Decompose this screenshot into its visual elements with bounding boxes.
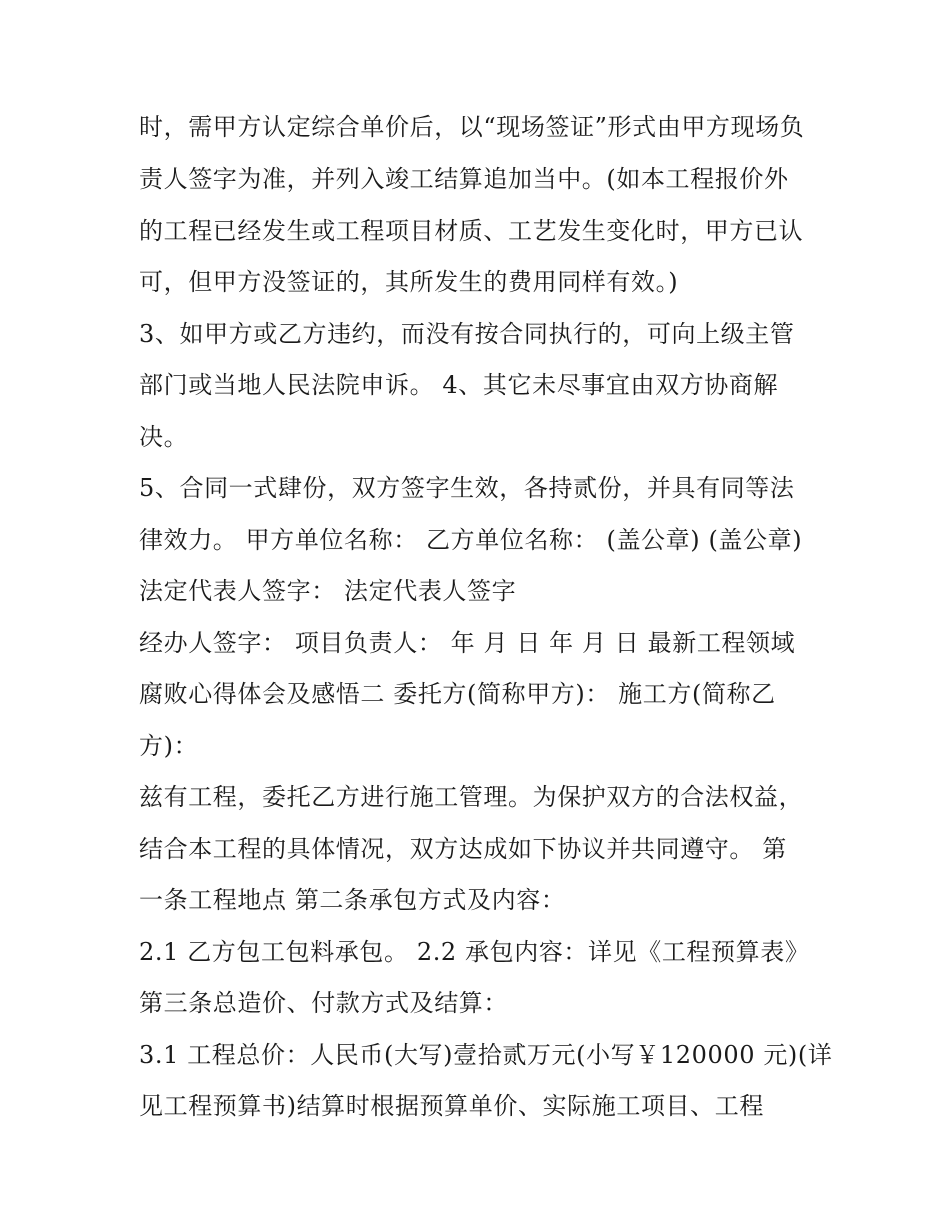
text-line: 一条工程地点 第二条承包方式及内容：: [139, 886, 566, 914]
text-line: 的工程已经发生或工程项目材质、工艺发生变化时，甲方已认: [139, 217, 804, 245]
text-line: 腐败心得体会及感悟二 委托方(简称甲方)： 施工方(简称乙: [139, 680, 776, 708]
text-line: 经办人签字： 项目负责人： 年 月 日 年 月 日 最新工程领域: [139, 629, 796, 657]
text-line: 2.1 乙方包工包料承包。 2.2 承包内容：详见《工程预算表》: [139, 938, 810, 966]
text-line: 5、合同一式肆份，双方签字生效，各持贰份，并具有同等法: [139, 474, 795, 502]
text-line: 3、如甲方或乙方违约，而没有按合同执行的，可向上级主管: [139, 320, 795, 348]
text-line: 部门或当地人民法院申诉。 4、其它未尽事宜由双方协商解: [139, 371, 779, 399]
text-line: 法定代表人签字： 法定代表人签字: [139, 577, 517, 605]
text-line: 决。: [139, 423, 189, 451]
text-line: 时，需甲方认定综合单价后，以“现场签证”形式由甲方现场负: [139, 113, 805, 141]
text-line: 责人签字为准，并列入竣工结算追加当中。(如本工程报价外: [139, 165, 789, 193]
text-line: 可，但甲方没签证的，其所发生的费用同样有效。): [139, 268, 679, 296]
text-line: 兹有工程，委托乙方进行施工管理。为保护双方的合法权益，: [139, 783, 804, 811]
text-line: 方)：: [139, 732, 199, 760]
text-line: 律效力。 甲方单位名称： 乙方单位名称： (盖公章) (盖公章): [139, 526, 803, 554]
text-line: 第三条总造价、付款方式及结算：: [139, 989, 508, 1017]
text-line: 结合本工程的具体情况，双方达成如下协议并共同遵守。 第: [139, 835, 787, 863]
text-line: 3.1 工程总价：人民币(大写)壹拾贰万元(小写￥120000 元)(详: [139, 1041, 833, 1069]
text-line: 见工程预算书)结算时根据预算单价、实际施工项目、工程: [139, 1092, 764, 1120]
